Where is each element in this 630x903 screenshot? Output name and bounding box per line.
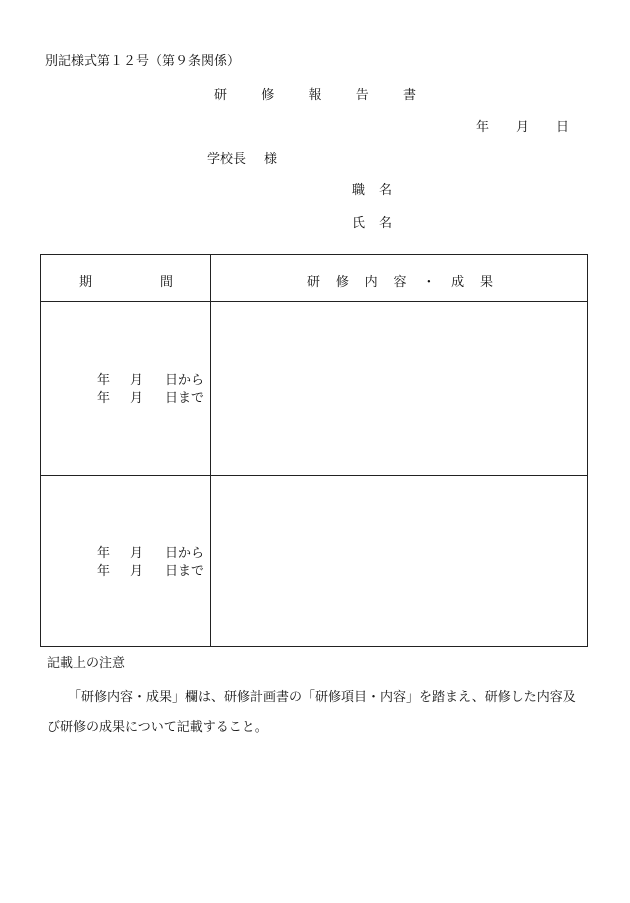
- month-label: 月: [130, 391, 144, 406]
- year-label: 年: [97, 564, 111, 579]
- header-content-char: 容: [393, 275, 407, 290]
- notes-heading: 記載上の注意: [47, 656, 126, 671]
- date-day-label: 日: [555, 120, 569, 135]
- date-month-label: 月: [515, 120, 529, 135]
- document-title: [214, 88, 416, 104]
- day-from-label: 日から: [165, 373, 205, 388]
- period-end: [97, 390, 205, 408]
- position-char: 名: [378, 183, 392, 198]
- date-year-label: 年: [476, 120, 490, 135]
- header-content-char: 果: [479, 275, 493, 290]
- position-label: [352, 183, 392, 199]
- day-until-label: 日まで: [165, 391, 205, 406]
- report-date: [476, 120, 569, 136]
- addressee-role: 学校長: [207, 152, 247, 167]
- header-content-char: 修: [335, 275, 349, 290]
- title-char: 書: [402, 88, 416, 103]
- period-cell[interactable]: [97, 545, 205, 581]
- header-period-char: 期: [79, 275, 93, 290]
- year-label: 年: [97, 391, 111, 406]
- notes-body: び研修の成果について記載すること。: [47, 720, 268, 735]
- year-label: 年: [97, 546, 111, 561]
- month-label: 月: [130, 373, 144, 388]
- month-label: 月: [130, 564, 144, 579]
- title-char: 告: [355, 88, 369, 103]
- day-until-label: 日まで: [165, 564, 205, 579]
- period-end: [97, 563, 205, 581]
- title-char: 修: [261, 88, 275, 103]
- row-divider: [41, 475, 587, 476]
- header-divider: [41, 301, 587, 302]
- form-reference: 別記様式第１２号（第９条関係）: [45, 54, 241, 69]
- period-start: [97, 372, 205, 390]
- header-content-char: 内: [364, 275, 378, 290]
- header-content-char: 成: [451, 275, 465, 290]
- content-cell[interactable]: [212, 477, 585, 645]
- column-divider: [210, 255, 211, 646]
- header-content-char: ・: [422, 275, 436, 290]
- header-content-char: 研: [307, 275, 321, 290]
- name-char: 名: [378, 216, 392, 231]
- title-char: 報: [308, 88, 322, 103]
- period-cell[interactable]: [97, 372, 205, 408]
- header-content: [307, 271, 493, 290]
- report-table: [40, 254, 588, 647]
- content-cell[interactable]: [212, 303, 585, 473]
- month-label: 月: [130, 546, 144, 561]
- notes-body: 「研修内容・成果」欄は、研修計画書の「研修項目・内容」を踏まえ、研修した内容及: [68, 690, 576, 705]
- period-start: [97, 545, 205, 563]
- header-period: [79, 271, 173, 290]
- name-char: 氏: [352, 216, 366, 231]
- position-char: 職: [352, 183, 366, 198]
- header-period-char: 間: [159, 275, 173, 290]
- addressee: [207, 152, 277, 168]
- title-char: 研: [214, 88, 228, 103]
- year-label: 年: [97, 373, 111, 388]
- addressee-honorific: 様: [263, 152, 277, 167]
- day-from-label: 日から: [165, 546, 205, 561]
- name-label: [352, 216, 392, 232]
